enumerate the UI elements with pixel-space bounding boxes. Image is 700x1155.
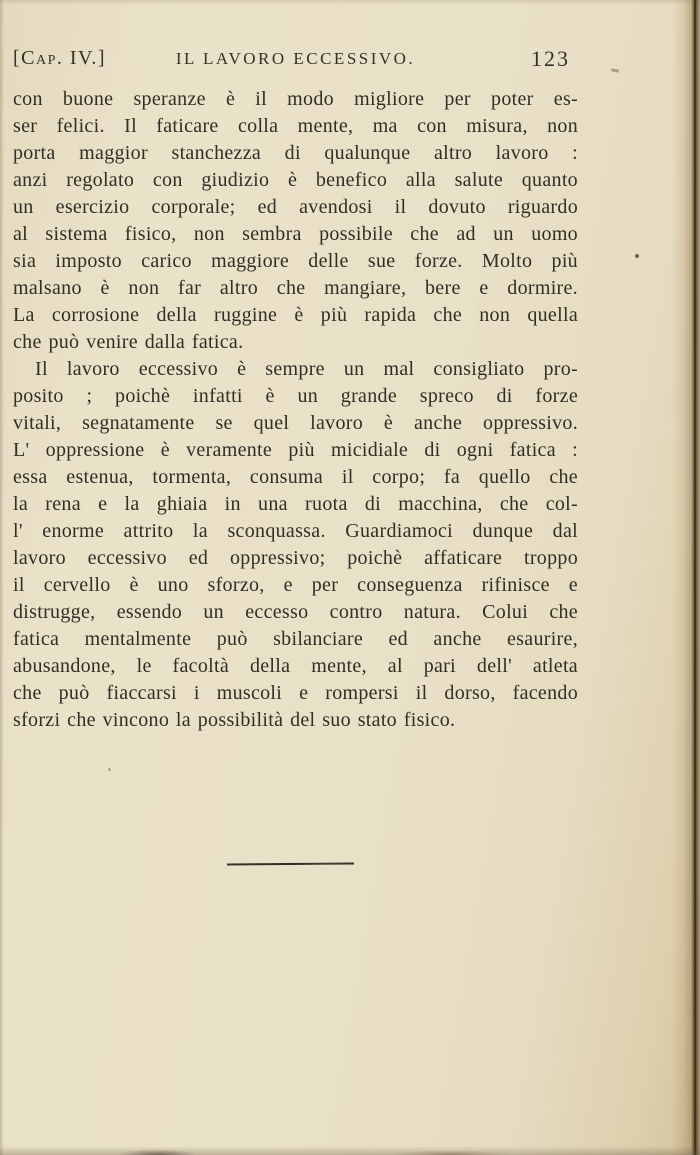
section-divider xyxy=(227,863,354,866)
text-line-paragraph-end: sforzi che vincono la possibilità del suo stato fisico. xyxy=(13,709,456,731)
text-line: ser felici. Il faticare colla mente, ma con misura, non xyxy=(13,115,578,137)
text-line: la rena e la ghiaia in una ruota di macchina, che col- xyxy=(13,493,578,515)
text-line: il cervello è uno sforzo, e per conseguenza rifinisce e xyxy=(13,574,578,596)
chapter-label: [Cap. IV.] xyxy=(13,47,107,69)
page-edge-left xyxy=(0,0,4,1155)
text-line: abusandone, le facoltà della mente, al pari dell' atleta xyxy=(13,655,578,677)
text-line-paragraph-end: che può venire dalla fatica. xyxy=(13,331,244,353)
text-line: vitali, segnatamente se quel lavoro è anche oppressivo. xyxy=(13,412,578,434)
text-line: sia imposto carico maggiore delle sue forze. Molto più xyxy=(13,250,578,272)
book-gutter-line xyxy=(694,0,696,1155)
scan-smudge xyxy=(390,1150,510,1155)
scan-speck xyxy=(108,768,111,771)
text-line: con buone speranze è il modo migliore per poter es- xyxy=(13,88,578,110)
scan-smudge xyxy=(118,1149,198,1155)
text-line: posito ; poichè infatti è un grande spreco di forze xyxy=(13,385,578,407)
text-line: un esercizio corporale; ed avendosi il dovuto riguardo xyxy=(13,196,578,218)
text-line: l' enorme attrito la sconquassa. Guardiamoci dunque dal xyxy=(13,520,578,542)
text-line: distrugge, essendo un eccesso contro natura. Colui che xyxy=(13,601,578,623)
text-line-paragraph-start: Il lavoro eccessivo è sempre un mal consigliato pro- xyxy=(35,358,578,380)
scan-speck xyxy=(635,254,639,258)
page-edge-bottom xyxy=(0,1146,700,1155)
text-line: L' oppressione è veramente più micidiale di ogni fatica : xyxy=(13,439,578,461)
text-line: malsano è non far altro che mangiare, bere e dormire. xyxy=(13,277,578,299)
running-title: IL LAVORO ECCESSIVO. xyxy=(175,49,416,68)
page-number: 123 xyxy=(531,46,570,71)
scan-speck xyxy=(611,68,619,73)
page-header xyxy=(13,46,578,74)
text-line: anzi regolato con giudizio è benefico alla salute quanto xyxy=(13,169,578,191)
text-line: al sistema fisico, non sembra possibile che ad un uomo xyxy=(13,223,578,245)
text-line: fatica mentalmente può sbilanciare ed anche esaurire, xyxy=(13,628,578,650)
text-line: essa estenua, tormenta, consuma il corpo; fa quello che xyxy=(13,466,578,488)
text-line: La corrosione della ruggine è più rapida che non quella xyxy=(13,304,578,326)
text-line: porta maggior stanchezza di qualunque altro lavoro : xyxy=(13,142,578,164)
page-edge-top xyxy=(0,0,700,5)
text-line: che può fiaccarsi i muscoli e rompersi il dorso, facendo xyxy=(13,682,578,704)
text-line: lavoro eccessivo ed oppressivo; poichè affaticare troppo xyxy=(13,547,578,569)
body-text xyxy=(13,86,578,734)
